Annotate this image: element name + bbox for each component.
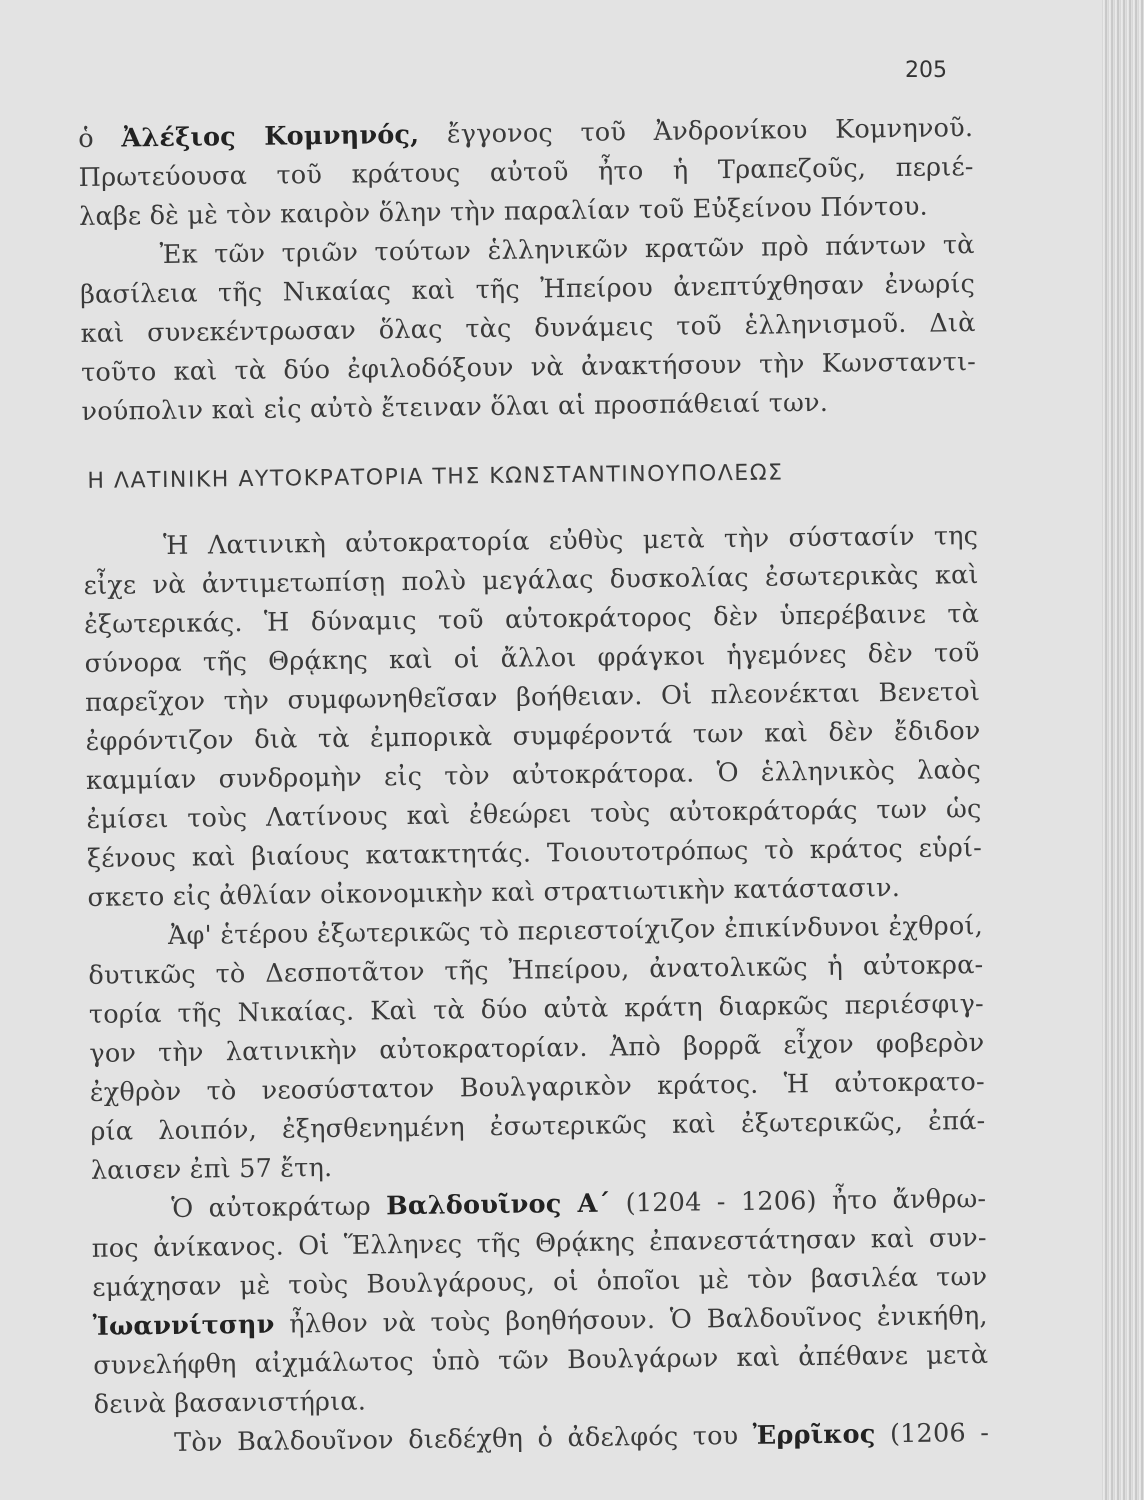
text-line: εἶχε νὰ ἀντιμετωπίσῃ πολὺ μεγάλας δυσκολίας ἐσωτερικὰς καὶ [83,560,979,601]
text-line: Ἐκ τῶν τριῶν τούτων ἑλληνικῶν κρατῶν πρὸ πάντων τὰ [159,230,975,271]
text-span: ἦλθον νὰ τοὺς βοηθήσουν. Ὁ Βαλδουῖνος ἐνικήθη, [274,1300,988,1340]
section-heading: Η ΛΑΤΙΝΙΚΗ ΑΥΤΟΚΡΑΤΟΡΙΑ ΤΗΣ ΚΩΝΣΤΑΝΤΙΝΟΥΠΟΛΕΩΣ [87,460,784,494]
text-line: Ἀφ' ἑτέρου ἐξωτερικῶς τὸ περιεστοίχιζον ἐπικίνδυνοι ἐχθροί, [167,911,984,951]
text-line: δεινὰ βασανιστήρια. [93,1386,367,1420]
text-line: Πρωτεύουσα τοῦ κράτους αὐτοῦ ἦτο ἡ Τραπεζοῦς, περιέ- [78,152,974,193]
text-line: πος ἀνίκανος. Οἱ Ἕλληνες τῆς Θρᾴκης ἐπανεστάτησαν καὶ συν- [91,1222,987,1264]
text-line: ἐμίσει τοὺς Λατίνους καὶ ἐθεώρει τοὺς αὐτοκράτοράς των ὡς [86,794,982,835]
bold-name: Ἰωαννίτσην [92,1309,275,1342]
page-edge-shadow [1102,0,1144,1500]
text-line: καὶ συνεκέντρωσαν ὅλας τὰς δυνάμεις τοῦ ἑλληνισμοῦ. Διὰ [80,308,976,349]
text-line: ἐφρόντιζον διὰ τὰ ἐμπορικὰ συμφέροντά των καὶ δὲν ἔδιδον [85,716,981,757]
text-line: δυτικῶς τὸ Δεσποτᾶτον τῆς Ἠπείρου, ἀνατολικῶς ἡ αὐτοκρα- [88,950,984,991]
text-line: ρία λοιπόν, ἐξησθενημένη ἐσωτερικῶς καὶ ἐξωτερικῶς, ἐπά- [90,1105,986,1147]
text-line: γον τὴν λατινικὴν αὐτοκρατορίαν. Ἀπὸ βορρᾶ εἶχον φοβερὸν [89,1027,985,1069]
text-span: Ὁ αὐτοκράτωρ [171,1191,387,1224]
text-span: (1204 - 1206) ἦτο ἄνθρω- [610,1183,987,1219]
paragraph-latin-empire [83,517,983,918]
text-line: ἐχθρὸν τὸ νεοσύστατον Βουλγαρικὸν κράτος. Ἡ αὐτοκρατο- [89,1066,986,1108]
text-line: τοῦτο καὶ τὰ δύο ἐφιλοδόξουν νὰ ἀνακτήσουν τὴν Κωνσταντι- [80,347,977,388]
text-line: συνελήφθη αἰχμάλωτος ὑπὸ τῶν Βουλγάρων καὶ ἀπέθανε μετὰ [93,1339,989,1381]
text-span: ὁ [78,123,122,154]
paragraph-external-enemies [88,907,986,1191]
text-line: σύνορα τῆς Θρᾴκης καὶ οἱ ἄλλοι φράγκοι ἡγεμόνες δὲν τοῦ [84,638,980,679]
bold-name: Βαλδουῖνος Α΄ [385,1188,611,1222]
text-span: (1206 - [875,1417,990,1450]
text-line: βασίλεια τῆς Νικαίας καὶ τῆς Ἠπείρου ἀνεπτύχθησαν ἐνωρίς [79,269,976,310]
text-line: Ἡ Λατινικὴ αὐτοκρατορία εὐθὺς μετὰ τὴν σύστασίν της [163,521,979,561]
text-line: σκετο εἰς ἀθλίαν οἰκονομικὴν καὶ στρατιωτικὴν κατάστασιν. [87,873,901,913]
page-number: 205 [905,58,947,83]
paragraph-baldwin [91,1180,989,1425]
paragraph-greek-states [79,226,976,432]
text-span: Τὸν Βαλδουῖνον διεδέχθη ὁ ἀδελφός του [173,1420,754,1458]
text-line: εμάχησαν μὲ τοὺς Βουλγάρους, οἱ ὁποῖοι μὲ τὸν βασιλέα των [92,1261,988,1303]
text-line: ξένους καὶ βιαίους κατακτητάς. Τοιουτοτρόπως τὸ κράτος εὑρί- [86,833,983,874]
text-line: παρεῖχον τὴν συμφωνηθεῖσαν βοήθειαν. Οἱ πλεονέκται Βενετοὶ [84,677,981,718]
text-line: καμμίαν συνδρομὴν εἰς τὸν αὐτοκράτορα. Ὁ ἑλληνικὸς λαὸς [85,755,982,796]
text-line: ἐξωτερικάς. Ἡ δύναμις τοῦ αὐτοκράτορος δὲν ὑπερέβαινε τὰ [83,599,980,640]
text-line: λαβε δὲ μὲ τὸν καιρὸν ὅλην τὴν παραλίαν τοῦ Εὐξείνου Πόντου. [79,191,929,232]
text-line: τορία τῆς Νικαίας. Καὶ τὰ δύο αὐτὰ κράτη διαρκῶς περιέσφιγ- [88,989,985,1030]
bold-name: Ἀλέξιος Κομνηνός, [121,119,420,154]
text-line: λαισεν ἐπὶ 57 ἔτη. [90,1152,333,1186]
text-line: νούπολιν καὶ εἰς αὐτὸ ἔτειναν ὅλαι αἱ προσπάθειαί των. [81,387,829,427]
text-span: ἔγγονος τοῦ Ἀνδρονίκου Κομνηνοῦ. [419,113,974,150]
paragraph-komnenos [78,109,974,237]
bold-name: Ἐρρῖκος [752,1419,876,1451]
text-block [78,109,989,1464]
